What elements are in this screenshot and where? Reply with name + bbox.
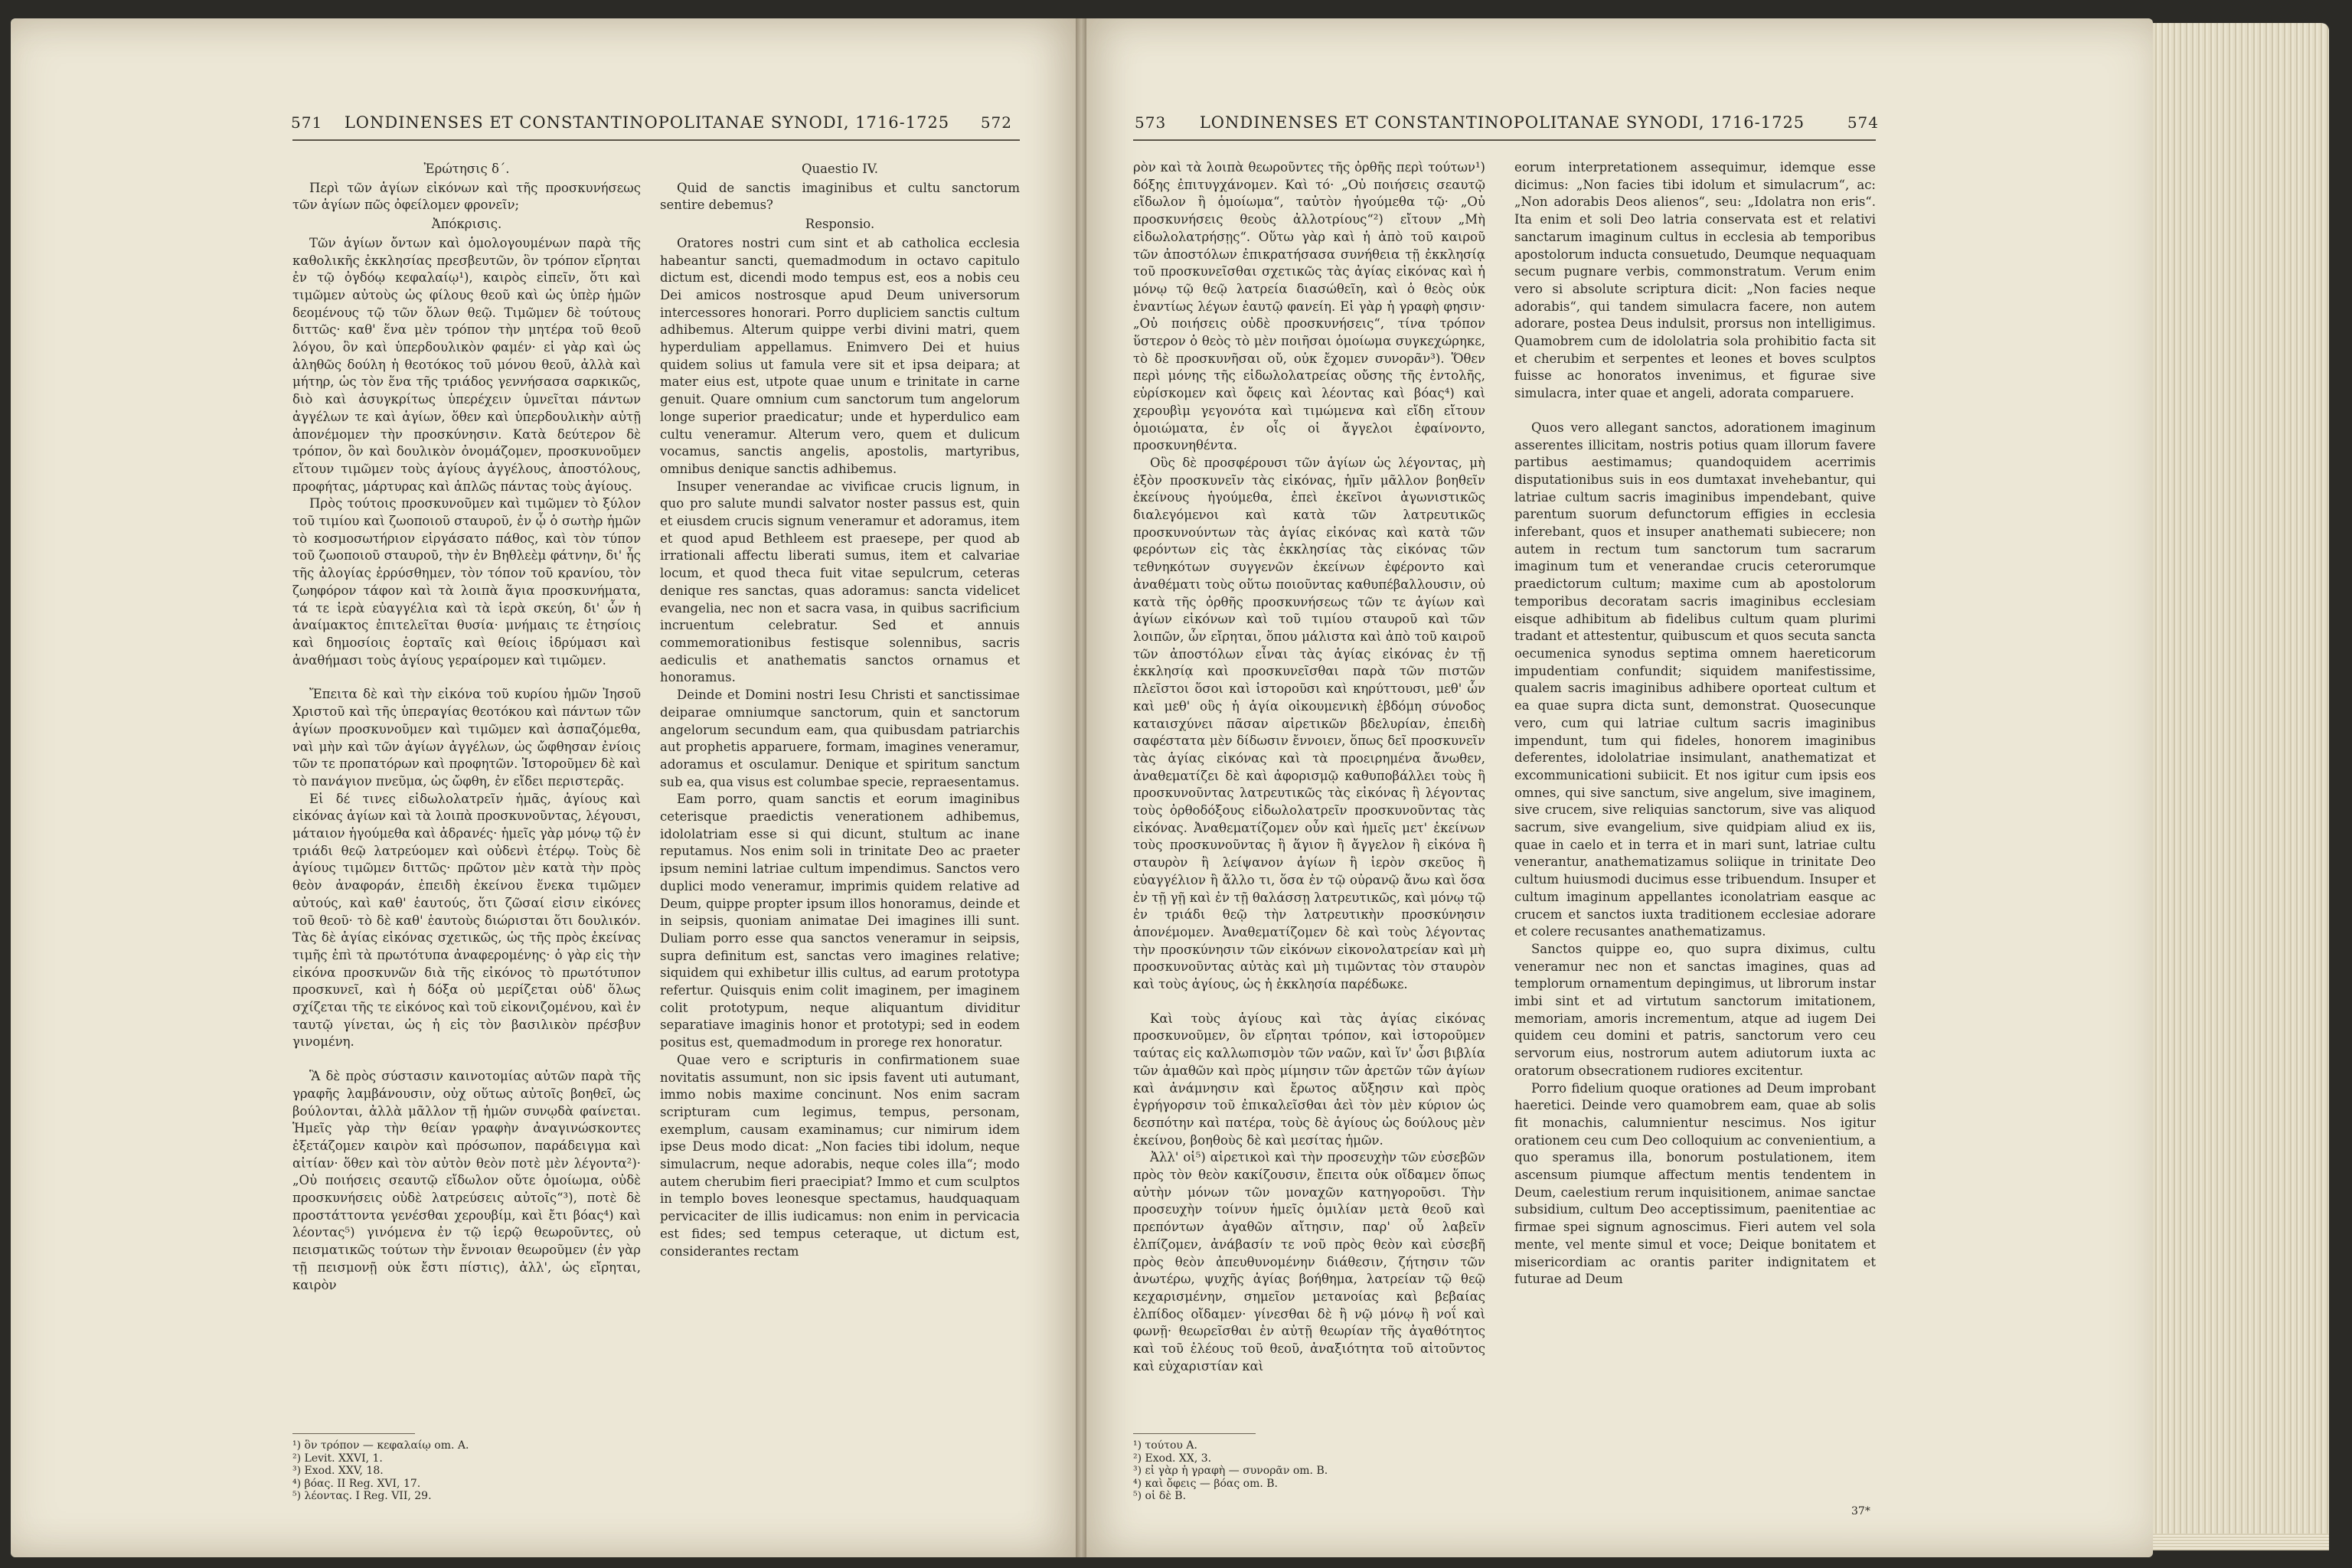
- paragraph: Οὓς δὲ προσφέρουσι τῶν ἁγίων ὡς λέγοντας, μὴ ἐξὸν προσκυνεῖν τὰς εἰκόνας, ἡμῖν μᾶλλον βοηθεῖν ἐκείνους ἡγούμεθα, ἐπεὶ ἐκεῖνοι ἀγωνιστικῶς διαλεγόμενοι καὶ κατὰ τῶν λατρευτικῶς προσκυνούντων τὰς ἁγίας εἰκόνας καὶ κατὰ τῶν φερόντων εἰς τὰς ἐκκλησίας τὰς εἰκόνας τῶν τεθνηκότων συγγενῶν ἐκείνων ἐφέροντο καὶ ἀναθέματι τοὺς οὕτω ποιοῦντας καθυπέβαλλουσιν, οὐ κατὰ τῆς ὀρθῆς προσκυνήσεως τῶν τε ἁγίων καὶ ἁγίων εἰκόνων καὶ τοῦ τιμίου σταυροῦ καὶ τῶν λοιπῶν, ὧν εἴρηται, ὅπου μάλιστα καὶ ἀπὸ τοῦ καιροῦ τῶν ἀποστόλων εἶναι τὰς ἁγίας εἰκόνας ἐν τῇ ἐκκλησίᾳ καὶ προσκυνεῖσθαι παρὰ τῶν πιστῶν πλεῖστοι ὅσοι καὶ ἱστοροῦσι καὶ κηρύττουσι, μεθ' ὧν καὶ μεθ' οὓς ἡ ἁγία οἰκουμενικὴ ἑβδόμη σύνοδος καταισχύνει πᾶσαν αἱρετικῶν βδελυρίαν, ἐπειδὴ σαφέστατα μὲν δίδωσιν ἔννοιεν, ὅπως δεῖ προσκυνεῖν τὰς ἁγίας εἰκόνας καὶ τὰ προειρημένα ἄνωθεν, ἀναθεματίζει δὲ καὶ ἀφορισμῷ καθυποβάλλει τοὺς ἢ προσκυνοῦντας λατρευτικῶς τὰς εἰκόνας ἢ λέγοντας τοὺς ὀρθοδόξους εἰδωλολατρεῖν προσκυνοῦντας τὰς εἰκόνας. Ἀναθεματίζομεν οὖν καὶ ἡμεῖς μετ' ἐκείνων τοὺς προσκυνοῦντας ἢ ἅγιον ἢ ἄγγελον ἢ εἰκόνα ἢ σταυρὸν ἢ λείψανον ἁγίων ἢ ἱερὸν σκεῦος ἢ εὐαγγέλιον ἢ ἄλλο τι, ὅσα ἐν τῷ οὐρανῷ ἄνω καὶ ὅσα ἐν τῇ γῇ καὶ ἐν τῇ θαλάσσῃ λατρευτικῶς, καὶ μόνῳ τῷ ἐν τριάδι θεῷ τὴν λατρευτικὴν προσκύνησιν ἀπονέμομεν. Ἀναθεματίζομεν δὲ καὶ τοὺς λέγοντας τὴν προσκύνησιν τῶν εἰκόνων εἰκονολατρείαν καὶ μὴ προσκυνοῦντας αὐτὰς καὶ μὴ τιμῶντας τὸν σταυρὸν καὶ τοὺς ἁγίους, ὡς ἡ ἐκκλησία παρέδωκε.: [1133, 455, 1485, 992]
- section-heading: Ἀπόκρισις.: [431, 217, 502, 232]
- paragraph-gap: [292, 1051, 641, 1068]
- left-greek-column: [292, 159, 641, 1294]
- section-heading: Quaestio IV.: [801, 162, 879, 176]
- paragraph-gap: [292, 669, 641, 686]
- right-latin-column: [1514, 159, 1876, 1289]
- footnote: ³) Exod. XXV, 18.: [292, 1465, 384, 1477]
- paragraph: Εἰ δέ τινες εἰδωλολατρεῖν ἡμᾶς, ἁγίους καὶ εἰκόνας ἁγίων καὶ τὰ λοιπὰ προσκυνοῦντας, λέγουσι, μάταιον ἡγούμεθα καὶ ἀδρανές· ἡμεῖς γὰρ μόνῳ τῷ ἐν τριάδι θεῷ λατρεύομεν καὶ οὐδενὶ ἑτέρῳ. Τοὺς δὲ ἁγίους τιμῶμεν διττῶς· πρῶτον μὲν κατὰ τὴν πρὸς θεὸν ἀναφοράν, ἐπειδὴ ἐκείνου ἕνεκα τιμῶμεν αὐτούς, καὶ καθ' ἑαυτούς, ὅτι ζῶσαί εἰσιν εἰκόνες τοῦ θεοῦ· τὸ δὲ καθ' ἑαυτοὺς διώρισται ὅτι δουλικόν. Τὰς δὲ ἁγίας εἰκόνας σχετικῶς, ὡς τῆς πρὸς ἐκείνας τιμῆς ἐπὶ τὰ πρωτότυπα ἀναφερομένης· ὁ γὰρ εἰς τὴν εἰκόνα προσκυνῶν διὰ τῆς εἰκόνος τὸ πρωτότυπον προσκυνεῖ, καὶ ἡ δόξα οὐ μερίζεται οὐδ' ὅλως σχίζεται τῆς τε εἰκόνος καὶ τοῦ εἰκονιζομένου, καὶ ἐν ταυτῷ γίνεται, ὡς ἡ εἰς τὸν βασιλικὸν πρέσβυν γινομένη.: [292, 791, 641, 1050]
- right-greek-column: [1133, 159, 1485, 1376]
- paragraph: Eam porro, quam sanctis et eorum imaginibus ceterisque praedictis venerationem adhibemus, idololatriam esse si qui dicunt, stultum ac inane reputamus. Nos enim soli in trinitate Deo ac praeter ipsum nemini latriae cultum impendimus. Sanctos vero duplici modo veneramur, imprimis quidem relative ad Deum, quippe propter ipsum illos honoramus, deinde et in seipsis, quoniam animatae Dei imagines illi sunt. Duliam porro esse qua sanctos veneramur in seipsis, supra definitum est, sanctas vero imagines relative; siquidem qui exhibetur illis cultus, ad earum prototypa refertur. Quisquis enim colit imaginem, per imaginem colit prototypum, neque aliquantum dividitur separatiave imaginis honor et prototypi; sed in eodem positus est, quemadmodum in prorege rex honoratur.: [660, 792, 1020, 1050]
- paragraph: Sanctos quippe eo, quo supra diximus, cultu veneramur nec non et sanctas imagines, quas ad templorum ornamentum depingimus, ut librorum instar imbi sint et ad virtutum sanctorum imitationem, memoriam, amoris incrementum, atque ad iugem Dei quidem ceu domini et patris, sanctorum vero ceu servorum eius, nostrorum autem adiutorum iuxta ac oratorum obsecrationem rudiores excitentur.: [1514, 941, 1876, 1078]
- paragraph: Καὶ τοὺς ἁγίους καὶ τὰς ἁγίας εἰκόνας προσκυνοῦμεν, ὃν εἴρηται τρόπον, καὶ ἱστοροῦμεν ταύτας εἰς καλλωπισμὸν τῶν ναῶν, καὶ ἵν' ὦσι βιβλία τῶν ἀμαθῶν καὶ πρὸς μίμησιν τῶν ἀρετῶν τῶν ἁγίων καὶ ἀνάμνησιν καὶ ἔρωτος αὔξησιν καὶ πρὸς ἐγρήγορσιν τοῦ ἐπικαλεῖσθαι ἀεὶ τὸν μὲν κύριον ὡς δεσπότην καὶ πατέρα, τοὺς δὲ ἁγίους ὡς δούλους μὲν ἐκείνου, βοηθοὺς δὲ καὶ μεσίτας ἡμῶν.: [1133, 1011, 1485, 1148]
- signature-mark: 37*: [1851, 1505, 1870, 1517]
- footnote: ⁴) καὶ ὄφεις — βόας om. B.: [1133, 1477, 1278, 1490]
- footnote: ²) Exod. XX, 3.: [1133, 1452, 1212, 1465]
- paragraph: Quos vero allegant sanctos, adorationem imaginum asserentes illicitam, nostris potius quam illorum favere partibus aestimamus; quandoquidem acerrimis disputationibus suis in eos dumtaxat invehebantur, qui latriae cultum sacris imaginibus impendebant, quive parentum suorum defunctorum effigies in ecclesia inferebant, quos et insuper anathemati subiecere; non autem in rectum tum sanctorum tum sacrarum imaginum tum et venerandae crucis ceterorumque praedictorum cultum; maxime cum ab apostolorum temporibus decoratam sacris imaginibus ecclesiam eisque adhibitum ab fidelibus cultum quam plurimi tradant et attestentur, quibuscum et quos secuta sancta oecumenica synodus septima omnem haereticorum impudentiam confundit; siquidem manifestissime, qualem sacris imaginibus adhibere oporteat cultum et ea quae supra dicta sunt, demonstrat. Quosecunque vero, cum qui latriae cultum sacris imaginibus impendunt, tum qui fideles, honorem imaginibus deferentes, idololatriae insimulant, anathematizat et excommunicationi subiicit. Et nos igitur cum ipsis eos omnes, qui sive sanctum, sive angelum, sive imaginem, sive crucem, sive reliquias sanctorum, sive vas aliquod sacrum, sive evangelium, sive quidpiam aliud ex iis, quae in caelo et in terra et in mari sunt, latriae cultu venerantur, anathematizamus soliique in trinitate Deo cultum huiusmodi ducimus esse tribuendum. Insuper et cultum imaginum appellantes iconolatriam easque ac crucem et sanctos iuxta traditionem ecclesiae adorare et colere recusantes anathematizamus.: [1514, 420, 1876, 939]
- footnote: ⁴) βόας. II Reg. XVI, 17.: [292, 1477, 421, 1490]
- paragraph: Ἀλλ' οἱ⁵) αἱρετικοὶ καὶ τὴν προσευχὴν τῶν εὐσεβῶν πρὸς τὸν θεὸν κακίζουσιν, ἔπειτα οὐκ οἴδαμεν ὅπως αὐτὴν μόνων τῶν μοναχῶν κατηγοροῦσι. Τὴν προσευχὴν τοίνυν ἡμεῖς ὁμιλίαν μετὰ θεοῦ καὶ πρεπόντων ἀγαθῶν αἴτησιν, παρ' οὗ λαβεῖν ἐλπίζομεν, ἀνάβασίν τε νοῦ πρὸς θεὸν καὶ εὐσεβῆ πρὸς θεὸν ἀπευθυνομένην διάθεσιν, ζήτησιν τῶν ἀνωτέρω, ψυχῆς ἁγίας βοήθημα, λατρείαν τῷ θεῷ κεχαρισμένην, σημεῖον μετανοίας καὶ βεβαίας ἐλπίδος οἴδαμεν· γίνεσθαι δὲ ἢ νῷ μόνῳ ἢ νοΐ καὶ φωνῇ· θεωρεῖσθαι ἐν αὐτῇ θεωρίαν τῆς ἀγαθότητος καὶ τοῦ ἐλέους τοῦ θεοῦ, ἀναξιότητα τοῦ αἰτοῦντος καὶ εὐχαριστίαν καὶ: [1133, 1150, 1485, 1374]
- paragraph: Τῶν ἁγίων ὄντων καὶ ὁμολογουμένων παρὰ τῆς καθολικῆς ἐκκλησίας πρεσβευτῶν, ὃν τρόπον εἴρηται ἐν τῷ ὀγδόῳ κεφαλαίῳ¹), καιρὸς εἰπεῖν, ὅτι καὶ τιμῶμεν αὐτοὺς ὡς φίλους θεοῦ καὶ ὡς ὑπὲρ ἡμῶν δεομένους τῷ τῶν ὅλων θεῷ. Τιμῶμεν δὲ τούτους διττῶς· καθ' ἕνα μὲν τρόπον τὴν μητέρα τοῦ θεοῦ λόγου, ὃν καὶ ὑπερδουλικὸν φαμέν· εἰ γὰρ καὶ ὡς ἀληθῶς δούλη ἡ θεοτόκος τοῦ μόνου θεοῦ, ἀλλὰ καὶ μήτηρ, ὡς τὸν ἕνα τῆς τριάδος γεννήσασα σαρκικῶς, διὸ καὶ ἀσυγκρίτως ὑπερέχειν ὑμνεῖται πάντων ἀγγέλων τε καὶ ἁγίων, ὅθεν καὶ ὑπερδουλικὴν αὐτῇ ἀπονέμομεν τὴν προσκύνησιν. Κατὰ δεύτερον δὲ τρόπον, ὃν καὶ δουλικὸν ὀνομάζομεν, προσκυνοῦμεν εἴτουν τιμῶμεν τοὺς ἁγίους ἀγγέλους, ἀποστόλους, προφήτας, μάρτυρας καὶ ἁπλῶς πάντας τοὺς ἁγίους.: [292, 235, 641, 494]
- right-footnotes: [1133, 1439, 1328, 1503]
- paragraph: Insuper venerandae ac vivificae crucis lignum, in quo pro salute mundi salvator noster passus est, quin et eiusdem crucis signum veneramur et adoramus, item et quod apud Bethleem est praesepe, per quod ab irrationali affectu liberati sumus, item et calvariae locum, et quod theca fuit vitae sepulcrum, ceteras denique res sanctas, quas adoramus: sancta videlicet evangelia, nec non et sacra vasa, in quibus sacrificium incruentum celebratur. Sed et annuis commemorationibus festisque solennibus, sacris aediculis et anathematis sanctos ornamus et honoramus.: [660, 479, 1020, 685]
- paragraph: Deinde et Domini nostri Iesu Christi et sanctissimae deiparae omniumque sanctorum, quin et sanctorum angelorum secundum eam, qua quibusdam patriarchis aut prophetis apparuere, formam, imagines veneramur, adoramus et osculamur. Denique et spiritum sanctum sub ea, qua visus est columbae specie, repraesentamus.: [660, 688, 1020, 789]
- paragraph: Πρὸς τούτοις προσκυνοῦμεν καὶ τιμῶμεν τὸ ξύλον τοῦ τιμίου καὶ ζωοποιοῦ σταυροῦ, ἐν ᾧ ὁ σωτὴρ ἡμῶν τὸ κοσμοσωτήριον εἰργάσατο πάθος, καὶ τὸν τύπον τοῦ ζωοποιοῦ σταυροῦ, τὴν ἐν Βηθλεὲμ φάτνην, δι' ἧς τῆς ἀλογίας ἐρρύσθημεν, τὸν τόπον τοῦ κρανίου, τὸν ζωηφόρον τάφον καὶ τὰ λοιπὰ ἅγια προσκυνήματα, τά τε ἱερὰ εὐαγγέλια καὶ τὰ ἱερὰ σκεύη, δι' ὧν ἡ ἀναίμακτος ἐπιτελεῖται θυσία· μνήμαις τε ἐτησίοις καὶ δημοσίοις ἑορταῖς καὶ θείοις ἱδρύμασι καὶ ἀναθήμασι τοὺς ἁγίους γεραίρομεν καὶ τιμῶμεν.: [292, 496, 641, 668]
- footnote: ³) εἰ γὰρ ἡ γραφὴ — συνορᾶν om. B.: [1133, 1465, 1328, 1477]
- paragraph-continued: ρὸν καὶ τὰ λοιπὰ θεωροῦντες τῆς ὀρθῆς περὶ τούτων¹) δόξης ἐπιτυγχάνομεν. Καὶ τό· „Οὐ ποιήσεις σεαυτῷ εἴδωλον ἢ ὁμοίωμα“, ταὐτὸν ἡγούμεθα τῷ· „Οὐ προσκυνήσεις θεοὺς ἀλλοτρίους“²) εἴτουν „Μὴ εἰδωλολατρήσῃς“. Οὕτω γὰρ καὶ ἡ ἀπὸ τοῦ καιροῦ τῶν ἀποστόλων ἐπικρατήσασα συνήθεια τῇ ἐκκλησίᾳ τοῦ προσκυνεῖσθαι σχετικῶς τὰς ἁγίας εἰκόνας καὶ ἡ μόνῳ τῷ θεῷ λατρεία διασώθεῖη, καὶ ὁ θεὸς οὐκ ἐναντίως λέγων ἑαυτῷ φανείη. Εἰ γὰρ ἡ γραφὴ φησιν· „Οὐ ποιήσεις οὐδὲ προσκυνήσεις“, τίνα τρόπον ὕστερον ὁ θεὸς τὸ μὲν ποιῆσαι ὁμοίωμα συγκεχώρηκε, τὸ δὲ προσκυνῆσαι οὔ, οὐκ ἔχομεν συνορᾶν³). Ὅθεν περὶ μόνης τῆς εἰδωλολατρείας οὔσης τῆς ἐντολῆς, εὑρίσκομεν καὶ ὄφεις καὶ λέοντας καὶ βόας⁴) καὶ χερουβὶμ γεγονότα καὶ τιμώμενα καὶ εἴδη εἴτουν ὁμοιώματα, ἐν οἷς οἱ ἄγγελοι ἐφαίνοντο, προσκυνηθέντα.: [1133, 160, 1485, 453]
- left-footnotes: [292, 1439, 469, 1503]
- footnote: ⁵) οἱ δὲ B.: [1133, 1490, 1187, 1502]
- page-number-571: 571: [291, 113, 323, 132]
- footnote: ⁵) λέοντας. I Reg. VII, 29.: [292, 1490, 432, 1502]
- paragraph-gap: [1133, 994, 1485, 1011]
- paragraph: Ἃ δὲ πρὸς σύστασιν καινοτομίας αὐτῶν παρὰ τῆς γραφῆς λαμβάνουσιν, οὐχ οὕτως αὐτοῖς βοηθεῖ, ὡς βούλονται, ἀλλὰ μᾶλλον τῇ ἡμῶν συνῳδὰ φαίνεται. Ἡμεῖς γὰρ τὴν θείαν γραφὴν ἀναγινώσκοντες ἐξετάζομεν καιρὸν καὶ πρόσωπον, παράδειγμα καὶ αἰτίαν· ὅθεν καὶ τὸν αὐτὸν θεὸν ποτὲ μὲν λέγοντα²)· „Οὐ ποιήσεις σεαυτῷ εἴδωλον οὔτε ὁμοίωμα, οὐδὲ προσκυνήσεις οὐδὲ λατρεύσεις αὐτοῖς“³), ποτὲ δὲ προστάττοντα γενέσθαι χερουβίμ, καὶ ἔτι βόας⁴) καὶ λέοντας⁵) γινόμενα ἐν τῷ ἱερῷ θεωροῦντες, οὐ πεισματικῶς τούτων τὴν ἔννοιαν θεωροῦμεν (ἐν γὰρ τῇ πεισμονῇ οὐκ ἔστι πίστις), ἀλλ', ὡς εἴρηται, καιρὸν: [292, 1069, 641, 1292]
- paragraph: Quid de sanctis imaginibus et cultu sanctorum sentire debemus?: [660, 180, 1020, 213]
- page-number-573: 573: [1135, 113, 1167, 132]
- book-gutter: [1076, 18, 1086, 1557]
- paragraph: Ἔπειτα δὲ καὶ τὴν εἰκόνα τοῦ κυρίου ἡμῶν Ἰησοῦ Χριστοῦ καὶ τῆς ὑπεραγίας θεοτόκου καὶ πάντων τῶν ἁγίων προσκυνοῦμεν καὶ τιμῶμεν καὶ ἀσπαζόμεθα, ναὶ μὴν καὶ τῶν ἁγίων ἀγγέλων, ὡς ὤφθησαν ἐνίοις τῶν τε προπατόρων καὶ προφητῶν. Ἱστοροῦμεν δὲ καὶ τὸ πανάγιον πνεῦμα, ὡς ὤφθη, ἐν εἴδει περιστερᾶς.: [292, 687, 641, 789]
- section-heading: Responsio.: [805, 217, 875, 232]
- right-header-title: LONDINENSES ET CONSTANTINOPOLITANAE SYNODI, 1716-1725: [1199, 113, 1805, 132]
- page-edges: [2153, 23, 2329, 1550]
- paragraph: Porro fidelium quoque orationes ad Deum improbant haeretici. Deinde vero quamobrem eam, quae ab solis fit monachis, calumnientur nescimus. Nos igitur orationem ceu cum Deo colloquium ac convenientium, a quo speramus illa, bonorum postulationem, item ascensum piumque affectum mentis tendentem in Deum, caelestium rerum inquisitionem, animae sanctae subsidium, cultum Deo acceptissimum, paenitentiae ac firmae spei signum agnoscimus. Fieri autem vel sola mente, vel mente simul et voce; Deique bonitatem et misericordiam ac orantis pariter indignitatem et futurae ad Deum: [1514, 1080, 1876, 1287]
- footnote: ²) Levit. XXVI, 1.: [292, 1452, 383, 1465]
- paragraph: Oratores nostri cum sint et ab catholica ecclesia habeantur sancti, quemadmodum in octavo capitulo dictum est, dicendi modo tempus est, eos a nobis ceu Dei amicos nostrosque apud Deum universorum intercessores honorari. Porro dupliciem sanctis cultum adhibemus. Alterum quippe verbi divini matri, quem hyperduliam appellamus. Enimvero Dei et huius quidem solius ut famula vere sit et ipsa deipara; at mater eius est, utpote quae unum e trinitate in carne genuit. Quare omnium cum sanctorum tum angelorum longe superior praedicatur; unde et hyperdulico eam cultu veneramur. Alterum vero, quem et dulicum vocamus, sanctis angelis, apostolis, martyribus, omnibus denique sanctis adhibemus.: [660, 235, 1020, 476]
- paragraph-gap: [1514, 403, 1876, 420]
- paragraph: Quae vero e scripturis in confirmationem suae novitatis assumunt, non sic ipsis favent uti autumant, immo nobis maxime concinunt. Nos enim sacram scripturam cum legimus, tempus, personam, exemplum, causam examinamus; cur nimirum idem ipse Deus modo dicat: „Non facies tibi idolum, neque simulacrum, neque adorabis, neque coles illa“; modo autem cherubim fieri praecipiat? Immo et cum sculptos in templo boves leonesque spectamus, haudquaquam pervicaciter de illis iudicamus: non enim in pervicacia est fides; sed tempus ceteraque, ut dictum est, considerantes rectam: [660, 1052, 1020, 1259]
- section-heading: Ἐρώτησις δ΄.: [423, 162, 510, 176]
- left-latin-column: [660, 159, 1020, 1260]
- left-header-rule: [292, 139, 1020, 141]
- left-header-title: LONDINENSES ET CONSTANTINOPOLITANAE SYNODI, 1716-1725: [344, 113, 950, 132]
- paragraph-continued: eorum interpretationem assequimur, idemque esse dicimus: „Non facies tibi idolum et simulacrum“, ac: „Non adorabis Deos alienos“, seu: „Idolatra non eris“. Ita enim et soli Deo latria conservata est et relativi sanctarum imaginum cultus in ecclesia ab temporibus apostolorum inducta consuetudo, Deumque nequaquam secum pugnare verbis, commonstratum. Verum enim vero si absolute scriptura dicit: „Non facies neque adorabis“, qui tandem simulacra facere, non autem adorare, postea Deus indulsit, prorsus non intelligimus. Quamobrem cum de idololatria sola prohibitio facta sit et cherubim et serpentes et leones et boves sculptos fuisse ac honoratos invenimus, et figurae sive simulacra, inter quae et angeli, adorata comparuere.: [1514, 160, 1876, 401]
- right-header-rule: [1133, 139, 1876, 141]
- footnote: ¹) ὃν τρόπον — κεφαλαίῳ om. A.: [292, 1439, 469, 1452]
- footnote: ¹) τούτου A.: [1133, 1439, 1197, 1452]
- page-number-572: 572: [980, 113, 1012, 132]
- page-number-574: 574: [1847, 113, 1879, 132]
- right-footnote-rule: [1133, 1433, 1256, 1434]
- left-footnote-rule: [292, 1433, 415, 1434]
- paragraph: Περὶ τῶν ἁγίων εἰκόνων καὶ τῆς προσκυνήσεως τῶν ἁγίων πῶς ὀφείλομεν φρονεῖν;: [292, 180, 641, 213]
